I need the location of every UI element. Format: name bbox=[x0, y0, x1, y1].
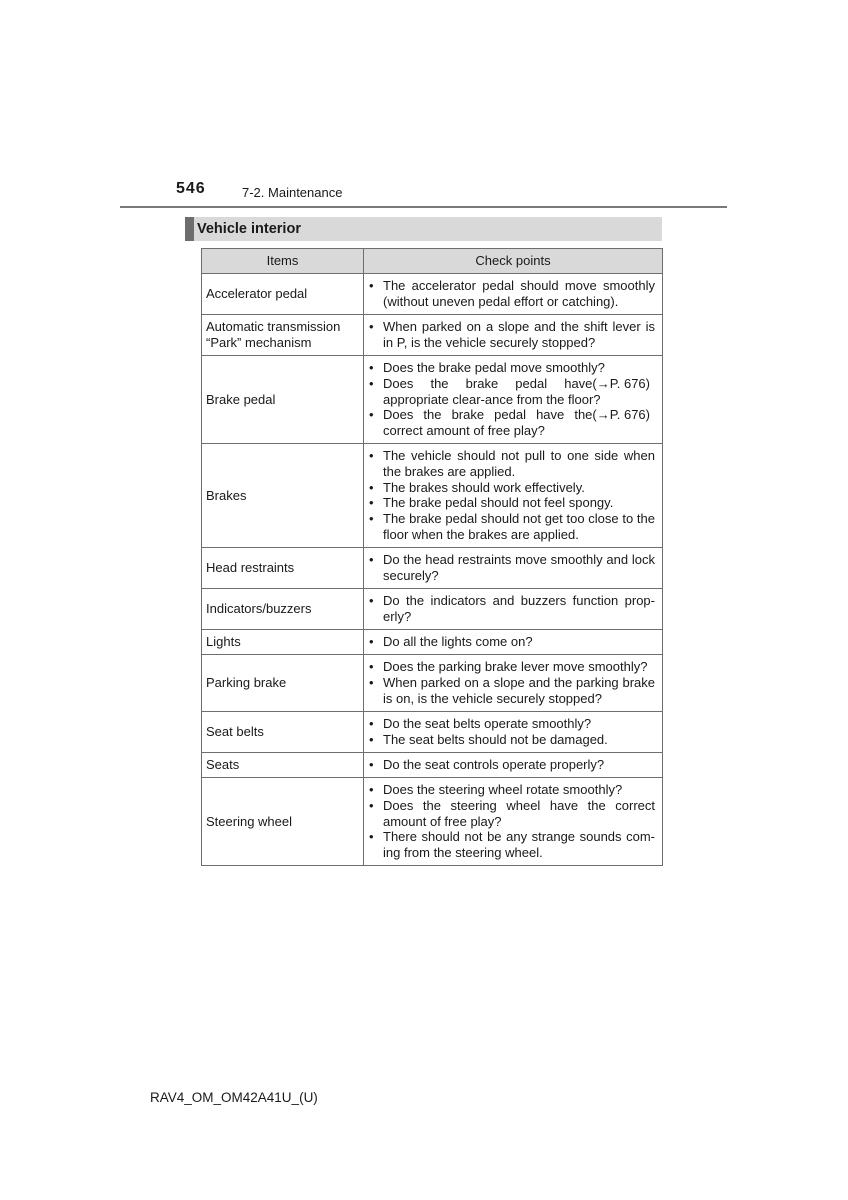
check-point-text-block bbox=[383, 552, 655, 584]
check-point-text-block bbox=[383, 448, 655, 480]
check-point-text: The accelerator pedal should move smoothly (without uneven pedal effort or catching). bbox=[383, 278, 655, 309]
bullet-icon: • bbox=[369, 797, 374, 813]
check-point bbox=[368, 360, 655, 376]
bullet-icon: • bbox=[369, 829, 374, 845]
table-row bbox=[202, 711, 663, 752]
check-point bbox=[368, 278, 655, 310]
item-label: Head restraints bbox=[206, 560, 295, 576]
bullet-icon: • bbox=[369, 731, 374, 747]
item-label: Brakes bbox=[206, 487, 247, 503]
check-point-text-block bbox=[383, 675, 655, 707]
check-point-text: The brakes should work effectively. bbox=[383, 479, 585, 495]
bullet-icon: • bbox=[369, 781, 374, 797]
bullet-icon: • bbox=[369, 448, 374, 464]
check-point bbox=[368, 757, 655, 773]
page-reference: (→P. 676) bbox=[592, 375, 650, 391]
header-rule bbox=[120, 206, 727, 208]
item-label: Indicators/buzzers bbox=[206, 601, 312, 617]
item-cell bbox=[202, 315, 364, 356]
check-point bbox=[368, 480, 655, 496]
check-point-text-block bbox=[383, 319, 655, 351]
check-points-cell bbox=[364, 274, 663, 315]
item-label: Seats bbox=[206, 757, 240, 773]
item-cell bbox=[202, 547, 364, 588]
item-cell bbox=[202, 629, 364, 654]
check-point bbox=[368, 716, 655, 732]
item-label: Seat belts bbox=[206, 724, 264, 740]
item-label: Lights bbox=[206, 634, 241, 650]
bullet-icon: • bbox=[369, 634, 374, 650]
bullet-icon: • bbox=[369, 278, 374, 294]
check-point-text-block bbox=[383, 278, 655, 310]
check-point-text-block bbox=[383, 659, 655, 675]
bullet-icon: • bbox=[369, 360, 374, 375]
check-point-text: Do all the lights come on? bbox=[383, 634, 533, 650]
table-row bbox=[202, 629, 663, 654]
check-points-cell bbox=[364, 711, 663, 752]
section-heading bbox=[185, 217, 662, 241]
check-points-cell bbox=[364, 777, 663, 865]
check-point-text: There should not be any strange sounds com-ing from the steering wheel. bbox=[383, 829, 655, 861]
check-point-text: Does the brake pedal have the correct amount of free play? bbox=[383, 407, 593, 439]
bullet-icon: • bbox=[369, 757, 374, 773]
item-cell bbox=[202, 777, 364, 865]
check-point-text: Do the head restraints move smoothly and lock securely? bbox=[383, 552, 655, 583]
check-point-text-block bbox=[383, 360, 655, 376]
check-point-text-block bbox=[383, 634, 655, 650]
check-point-text: The brake pedal should not feel spongy. bbox=[383, 495, 614, 511]
column-header-check-points: Check points bbox=[364, 249, 663, 274]
check-point-text-block bbox=[383, 511, 655, 543]
check-points-cell bbox=[364, 443, 663, 547]
check-point-text: Does the steering wheel have the correct amount of free play? bbox=[383, 797, 655, 829]
bullet-icon: • bbox=[369, 407, 374, 423]
item-label-line: “Park” mechanism bbox=[206, 335, 312, 350]
check-point bbox=[368, 829, 655, 861]
item-cell bbox=[202, 588, 364, 629]
check-point-text-block bbox=[383, 593, 655, 625]
item-label: Brake pedal bbox=[206, 391, 276, 407]
check-point bbox=[368, 675, 655, 707]
bullet-icon: • bbox=[369, 716, 374, 732]
heading-accent bbox=[185, 217, 194, 241]
table-row bbox=[202, 547, 663, 588]
section-title: 7-2. Maintenance bbox=[242, 185, 343, 200]
check-point bbox=[368, 376, 655, 408]
bullet-icon: • bbox=[369, 659, 374, 675]
bullet-icon: • bbox=[369, 495, 374, 511]
check-point-text: Does the parking brake lever move smoothly? bbox=[383, 659, 648, 675]
item-cell bbox=[202, 274, 364, 315]
check-table bbox=[201, 248, 663, 866]
bullet-icon: • bbox=[369, 675, 374, 691]
check-point bbox=[368, 798, 655, 830]
check-point bbox=[368, 782, 655, 798]
item-cell bbox=[202, 711, 364, 752]
check-point-text-block bbox=[383, 495, 655, 511]
table-row bbox=[202, 752, 663, 777]
check-point-text-block bbox=[383, 716, 655, 732]
check-point-text-block bbox=[383, 732, 655, 748]
check-points-cell bbox=[364, 356, 663, 444]
check-point bbox=[368, 495, 655, 511]
bullet-icon: • bbox=[369, 479, 374, 495]
check-point bbox=[368, 732, 655, 748]
check-point-text: Does the brake pedal have appropriate clear-ance from the floor? bbox=[383, 375, 601, 407]
check-point-text-block bbox=[383, 829, 655, 861]
check-point-text: Does the brake pedal move smoothly? bbox=[383, 360, 605, 375]
check-point bbox=[368, 634, 655, 650]
item-label: Accelerator pedal bbox=[206, 286, 308, 302]
check-point bbox=[368, 659, 655, 675]
column-header-items: Items bbox=[202, 249, 364, 274]
check-point bbox=[368, 448, 655, 480]
check-point-text: The seat belts should not be damaged. bbox=[383, 731, 608, 747]
table-row bbox=[202, 315, 663, 356]
table-header-row bbox=[202, 249, 663, 274]
check-points-cell bbox=[364, 315, 663, 356]
item-cell bbox=[202, 443, 364, 547]
item-cell bbox=[202, 752, 364, 777]
footer-doc-code: RAV4_OM_OM42A41U_(U) bbox=[150, 1090, 318, 1105]
check-point-text-block bbox=[383, 480, 655, 496]
check-point-text: Do the indicators and buzzers function prop-erly? bbox=[383, 593, 655, 624]
item-cell bbox=[202, 356, 364, 444]
check-points-cell bbox=[364, 752, 663, 777]
check-points-cell bbox=[364, 654, 663, 711]
check-point bbox=[368, 511, 655, 543]
check-point-text-block bbox=[383, 798, 655, 830]
check-point bbox=[368, 407, 655, 439]
check-point-text: Do the seat controls operate properly? bbox=[383, 757, 605, 773]
check-point-text: When parked on a slope and the parking brake is on, is the vehicle securely stopped? bbox=[383, 675, 655, 706]
table-row bbox=[202, 356, 663, 444]
check-point bbox=[368, 319, 655, 351]
bullet-icon: • bbox=[369, 375, 374, 391]
check-point-text: Does the steering wheel rotate smoothly? bbox=[383, 781, 623, 797]
table-row bbox=[202, 588, 663, 629]
check-point-text: When parked on a slope and the shift lever is in P, is the vehicle securely stopped? bbox=[383, 319, 655, 350]
check-points-cell bbox=[364, 588, 663, 629]
check-point-text-block bbox=[383, 757, 655, 773]
check-point bbox=[368, 593, 655, 625]
check-points-cell bbox=[364, 547, 663, 588]
item-label-line: Automatic transmission bbox=[206, 319, 341, 335]
bullet-icon: • bbox=[369, 593, 374, 609]
check-point-text: The brake pedal should not get too close to the floor when the brakes are applied. bbox=[383, 511, 655, 543]
check-point-text: Do the seat belts operate smoothly? bbox=[383, 716, 592, 732]
page-reference: (→P. 676) bbox=[592, 407, 650, 423]
check-point-text-block bbox=[383, 407, 655, 439]
bullet-icon: • bbox=[369, 319, 374, 335]
bullet-icon: • bbox=[369, 511, 374, 527]
table-row bbox=[202, 274, 663, 315]
table-row bbox=[202, 777, 663, 865]
table-row bbox=[202, 443, 663, 547]
item-cell bbox=[202, 654, 364, 711]
check-point-text-block bbox=[383, 376, 655, 408]
item-label: Steering wheel bbox=[206, 813, 292, 829]
check-point bbox=[368, 552, 655, 584]
table-row bbox=[202, 654, 663, 711]
check-point-text: The vehicle should not pull to one side when the brakes are applied. bbox=[383, 448, 655, 479]
bullet-icon: • bbox=[369, 552, 374, 568]
check-points-cell bbox=[364, 629, 663, 654]
item-label: Parking brake bbox=[206, 675, 287, 691]
page-number: 546 bbox=[176, 180, 206, 197]
check-point-text-block bbox=[383, 782, 655, 798]
heading-text: Vehicle interior bbox=[197, 221, 301, 237]
